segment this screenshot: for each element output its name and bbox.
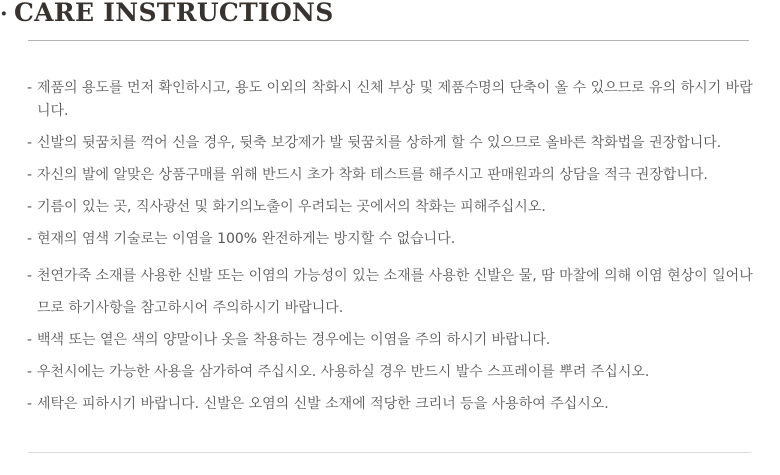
dash-bullet: - [27,364,33,380]
care-note-text: 백색 또는 옅은 색의 양말이나 옷을 착용하는 경우에는 이염을 주의 하시기 바랍니다. [37,332,551,348]
bottom-divider [28,452,751,453]
dash-bullet: - [27,231,33,247]
care-notes-group-primary [27,77,754,251]
title-bullet-icon: · [0,1,8,27]
care-note-text: 자신의 발에 알맞은 상품구매를 위해 반드시 초가 착화 테스트를 해주시고 판매원과의 상담을 적극 권장합니다. [37,167,708,183]
list-item [27,324,754,356]
dash-bullet: - [27,135,33,151]
list-item [27,77,754,123]
list-item [27,228,754,251]
list-item [27,388,754,420]
care-note-text: 현재의 염색 기술로는 이염을 100% 완전하게는 방지할 수 없습니다. [37,231,456,247]
care-note-text: 기름이 있는 곳, 직사광선 및 화기의노출이 우려되는 곳에서의 착화는 피해주십시오. [37,199,546,215]
care-note-text: 제품의 용도를 먼저 확인하시고, 용도 이외의 착화시 신체 부상 및 제품수명의 단축이 올 수 있으므로 유의 하시기 바랍니다. [37,80,753,119]
dash-bullet: - [27,268,33,284]
list-item [27,356,754,388]
dash-bullet: - [27,167,33,183]
dash-bullet: - [27,332,33,348]
list-item [27,132,754,155]
list-item [27,196,754,219]
care-note-text: 천연가죽 소재를 사용한 신발 또는 이염의 가능성이 있는 소재를 사용한 신발은 물, 땀 마찰에 의해 이염 현상이 일어나므로 하기사항을 참고하시어 주의하시기 바랍니다. [37,268,753,316]
care-note-text: 신발의 뒷꿈치를 꺽어 신을 경우, 뒷축 보강제가 발 뒷꿈치를 상하게 할 수 있으므로 올바른 착화법을 권장합니다. [37,135,722,151]
care-note-text: 우천시에는 가능한 사용을 삼가하여 주십시오. 사용하실 경우 반드시 발수 스프레이를 뿌려 주십시오. [37,364,650,380]
title-divider [28,40,749,41]
list-item [27,164,754,187]
page-title-text: CARE INSTRUCTIONS [13,0,334,27]
dash-bullet: - [27,396,33,412]
care-note-text: 세탁은 피하시기 바랍니다. 신발은 오염의 신발 소재에 적당한 크리너 등을 사용하여 주십시오. [37,396,609,412]
care-notes [27,77,754,420]
care-notes-group-secondary [27,260,754,420]
dash-bullet: - [27,199,33,215]
page-title [0,0,780,27]
list-item [27,260,754,324]
dash-bullet: - [27,80,33,96]
